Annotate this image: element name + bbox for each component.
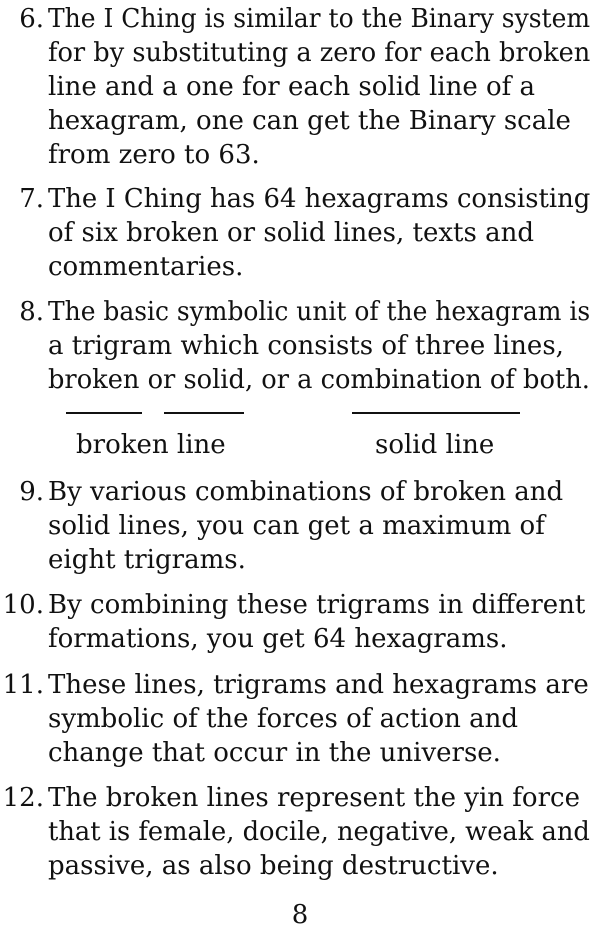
item-text-line: eight trigrams. [48, 545, 246, 575]
item-number: 8. [19, 297, 44, 327]
item-text-line: from zero to 63. [48, 140, 260, 170]
item-text-line: of six broken or solid lines, texts and [48, 218, 534, 248]
item-number: 12. [2, 783, 44, 813]
item-text-line: solid lines, you can get a maximum of [48, 511, 545, 541]
item-text-line: symbolic of the forces of action and [48, 704, 519, 734]
item-number: 11. [2, 670, 44, 700]
item-text-line: for by substituting a zero for each broken [48, 38, 591, 68]
item-number: 6. [19, 4, 44, 34]
page-number: 8 [291, 900, 309, 930]
item-text-line: commentaries. [48, 252, 244, 282]
item-text-line: change that occur in the universe. [48, 738, 501, 768]
item-text-line: passive, as also being destructive. [48, 851, 499, 881]
broken-line-right-dash [164, 412, 244, 414]
item-number: 9. [19, 477, 44, 507]
item-number: 7. [19, 184, 44, 214]
item-text-line: that is female, docile, negative, weak and [48, 817, 590, 847]
item-text-line: The basic symbolic unit of the hexagram is [48, 297, 591, 327]
broken-line-left-dash [66, 412, 142, 414]
solid-line-label: solid line [375, 430, 495, 460]
item-text-line: By various combinations of broken and [48, 477, 564, 507]
item-number: 10. [2, 590, 44, 620]
broken-line-label: broken line [76, 430, 226, 460]
item-text-line: By combining these trigrams in different [48, 590, 586, 620]
item-text-line: The I Ching is similar to the Binary system [48, 4, 591, 34]
item-text-line: The I Ching has 64 hexagrams consisting [48, 184, 591, 214]
item-text-line: These lines, trigrams and hexagrams are [48, 670, 589, 700]
item-text-line: hexagram, one can get the Binary scale [48, 106, 571, 136]
item-text-line: line and a one for each solid line of a [48, 72, 536, 102]
solid-line [352, 412, 520, 414]
item-text-line: a trigram which consists of three lines, [48, 331, 564, 361]
item-text-line: broken or solid, or a combination of both. [48, 365, 590, 395]
item-text-line: formations, you get 64 hexagrams. [48, 624, 508, 654]
item-text-line: The broken lines represent the yin force [48, 783, 580, 813]
